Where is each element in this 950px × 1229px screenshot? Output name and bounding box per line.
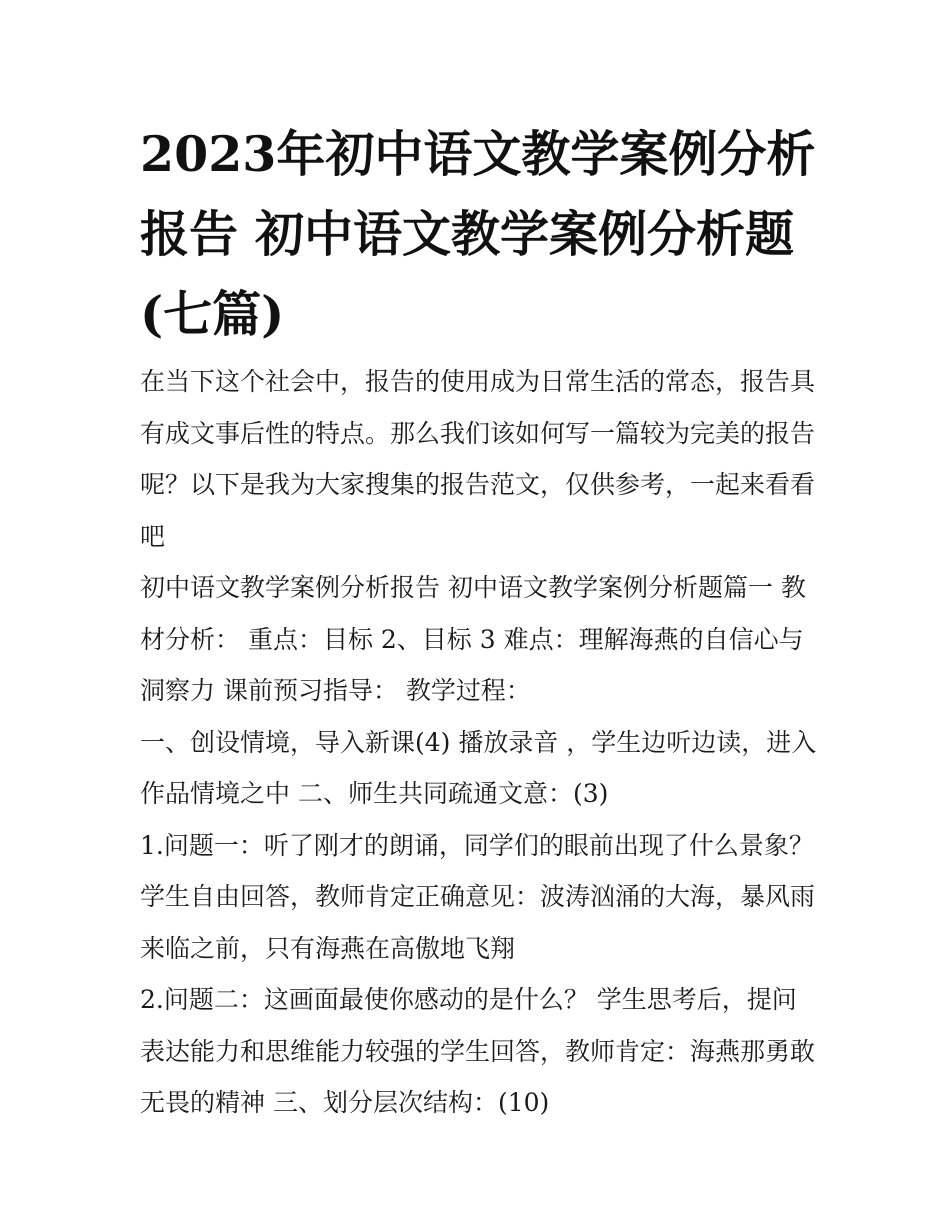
document-title: 2023年初中语文教学案例分析报告 初中语文教学案例分析题(七篇) — [140, 125, 816, 343]
question-one-paragraph: 1.问题一：听了刚才的朗诵，同学们的眼前出现了什么景象？学生自由回答，教师肯定正确意见：波涛汹涌的大海，暴风雨来临之前，只有海燕在高傲地飞翔 — [140, 830, 816, 963]
teaching-material-paragraph: 初中语文教学案例分析报告 初中语文教学案例分析题篇一 教材分析： 重点：目标 2、目标 3 难点：理解海燕的自信心与洞察力 课前预习指导： 教学过程： — [140, 573, 806, 705]
step-one-paragraph: 一、创设情境，导入新课(4) 播放录音 ，学生边听边读，进入作品情境之中 二、师生共同疏通文意：(3) — [140, 727, 817, 808]
question-two-paragraph: 2.问题二：这画面最使你感动的是什么？ 学生思考后，提问表达能力和思维能力较强的学生回答，教师肯定：海燕那勇敢无畏的精神 三、划分层次结构：(10) — [140, 985, 816, 1117]
document-body — [140, 356, 820, 1129]
intro-paragraph: 在当下这个社会中，报告的使用成为日常生活的常态，报告具有成文事后性的特点。那么我们该如何写一篇较为完美的报告呢？以下是我为大家搜集的报告范文，仅供参考，一起来看看吧 — [140, 367, 816, 551]
